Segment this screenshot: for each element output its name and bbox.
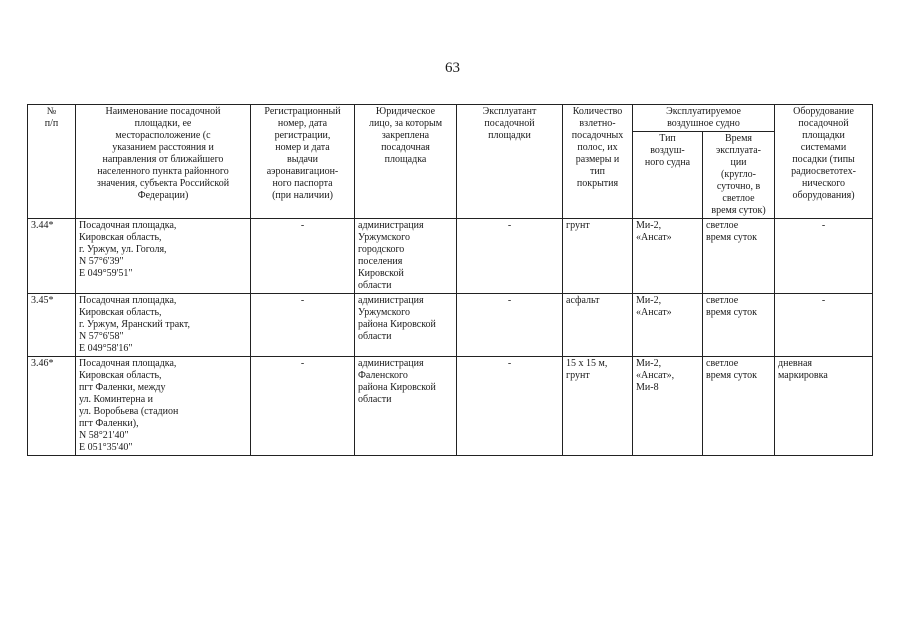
cell-operation-time bbox=[703, 219, 775, 294]
cell-text-line: п/п bbox=[44, 118, 59, 129]
cell-text-line: взлетно- bbox=[579, 118, 616, 129]
cell-text-line: - bbox=[507, 358, 512, 369]
cell-text-line: - bbox=[507, 220, 512, 231]
cell-text-line: асфальт bbox=[566, 295, 600, 306]
header-operation-time bbox=[703, 132, 775, 219]
cell-text-line: указанием расстояния и bbox=[112, 142, 214, 153]
cell-num bbox=[28, 357, 76, 456]
cell-text-line: грунт bbox=[566, 220, 590, 231]
cell-text-line: - bbox=[300, 295, 305, 306]
cell-text-line: района Кировской bbox=[358, 382, 436, 393]
cell-text-line: лицо, за которым bbox=[368, 118, 443, 129]
cell-text-line: ции bbox=[730, 157, 747, 168]
cell-text-line: N 58°21'40" bbox=[79, 430, 129, 441]
cell-text-line: № bbox=[46, 106, 57, 117]
cell-text-line: время суток bbox=[706, 232, 757, 243]
cell-text-line: E 051°35'40" bbox=[79, 442, 133, 453]
cell-text-line: пгт Фаленки), bbox=[79, 418, 139, 429]
cell-text-line: 3.45* bbox=[31, 295, 54, 306]
cell-text-line: площадки bbox=[488, 130, 531, 141]
cell-operator bbox=[457, 294, 563, 357]
cell-text-line: поселения bbox=[358, 256, 403, 267]
cell-equipment bbox=[775, 294, 873, 357]
cell-text-line: размеры и bbox=[575, 154, 620, 165]
cell-text-line: Посадочная площадка, bbox=[79, 358, 177, 369]
cell-text-line: воздуш- bbox=[650, 145, 685, 156]
cell-text-line: района Кировской bbox=[358, 319, 436, 330]
cell-registration bbox=[251, 219, 355, 294]
cell-aircraft-type bbox=[633, 294, 703, 357]
cell-operation-time bbox=[703, 357, 775, 456]
cell-text-line: направления от ближайшего bbox=[102, 154, 224, 165]
cell-text-line: Посадочная площадка, bbox=[79, 220, 177, 231]
cell-equipment bbox=[775, 219, 873, 294]
cell-text-line: радиосветотех- bbox=[791, 166, 856, 177]
cell-num bbox=[28, 219, 76, 294]
cell-text-line: светлое bbox=[706, 358, 739, 369]
header-runways bbox=[563, 105, 633, 219]
cell-text-line: г. Уржум, Яранский тракт, bbox=[79, 319, 191, 330]
cell-text-line: 15 х 15 м, bbox=[566, 358, 608, 369]
cell-text-line: аэронавигацион- bbox=[266, 166, 339, 177]
cell-text-line: закреплена bbox=[381, 130, 430, 141]
cell-text-line: - bbox=[821, 220, 826, 231]
cell-text-line: значения, субъекта Российской bbox=[96, 178, 230, 189]
cell-name bbox=[76, 219, 251, 294]
header-num bbox=[28, 105, 76, 219]
cell-text-line: 3.44* bbox=[31, 220, 54, 231]
cell-text-line: светлое bbox=[706, 295, 739, 306]
cell-text-line: светлое bbox=[706, 220, 739, 231]
cell-text-line: маркировка bbox=[778, 370, 828, 381]
cell-text-line: N 57°6'58" bbox=[79, 331, 124, 342]
cell-text-line: городского bbox=[358, 244, 405, 255]
table-row bbox=[28, 219, 873, 294]
cell-operator bbox=[457, 219, 563, 294]
cell-text-line: выдачи bbox=[287, 154, 318, 165]
cell-text-line: ул. Воробьева (стадион bbox=[79, 406, 179, 417]
cell-runways bbox=[563, 219, 633, 294]
cell-text-line: посадки (типы bbox=[792, 154, 855, 165]
cell-aircraft-type bbox=[633, 219, 703, 294]
cell-text-line: 3.46* bbox=[31, 358, 54, 369]
cell-text-line: - bbox=[300, 220, 305, 231]
cell-name bbox=[76, 294, 251, 357]
page-number: 63 bbox=[445, 60, 460, 76]
cell-text-line: ул. Коминтерна и bbox=[79, 394, 154, 405]
cell-text-line: Кировская область, bbox=[79, 370, 162, 381]
cell-text-line: E 049°58'16" bbox=[79, 343, 133, 354]
cell-registration bbox=[251, 357, 355, 456]
cell-runways bbox=[563, 294, 633, 357]
cell-text-line: номер и дата bbox=[275, 142, 330, 153]
cell-text-line: оборудования) bbox=[792, 190, 855, 201]
cell-text-line: светлое bbox=[722, 193, 755, 204]
cell-text-line: - bbox=[300, 358, 305, 369]
cell-equipment bbox=[775, 357, 873, 456]
cell-text-line: Кировская область, bbox=[79, 307, 162, 318]
cell-text-line: Федерации) bbox=[137, 190, 189, 201]
cell-text-line: E 049°59'51" bbox=[79, 268, 133, 279]
cell-text-line: Уржумского bbox=[358, 232, 410, 243]
cell-text-line: г. Уржум, ул. Гоголя, bbox=[79, 244, 167, 255]
cell-registration bbox=[251, 294, 355, 357]
cell-text-line: Уржумского bbox=[358, 307, 410, 318]
cell-text-line: ного судна bbox=[644, 157, 691, 168]
cell-text-line: номер, дата bbox=[277, 118, 328, 129]
cell-text-line: посадочных bbox=[571, 130, 624, 141]
cell-runways bbox=[563, 357, 633, 456]
cell-text-line: эксплуата- bbox=[716, 145, 761, 156]
header-aircraft-group bbox=[633, 105, 775, 132]
cell-text-line: Время bbox=[724, 133, 753, 144]
cell-text-line: населенного пункта районного bbox=[97, 166, 229, 177]
cell-text-line: администрация bbox=[358, 358, 424, 369]
cell-text-line: дневная bbox=[778, 358, 813, 369]
cell-text-line: полос, их bbox=[577, 142, 618, 153]
cell-text-line: ного паспорта bbox=[272, 178, 333, 189]
cell-legal-entity bbox=[355, 294, 457, 357]
cell-text-line: площадка bbox=[384, 154, 427, 165]
table-header-row bbox=[28, 105, 873, 132]
cell-text-line: администрация bbox=[358, 220, 424, 231]
landing-sites-table bbox=[27, 104, 873, 456]
header-registration bbox=[251, 105, 355, 219]
cell-text-line: Кировской bbox=[358, 268, 404, 279]
cell-text-line: Наименование посадочной bbox=[105, 106, 221, 117]
cell-text-line: Ми-2, bbox=[636, 220, 662, 231]
cell-text-line: системами bbox=[800, 142, 847, 153]
cell-legal-entity bbox=[355, 357, 457, 456]
cell-text-line: месторасположение (с bbox=[115, 130, 211, 141]
header-equipment bbox=[775, 105, 873, 219]
cell-text-line: Юридическое bbox=[375, 106, 436, 117]
header-name bbox=[76, 105, 251, 219]
cell-text-line: Тип bbox=[659, 133, 676, 144]
cell-text-line: время суток bbox=[706, 307, 757, 318]
cell-text-line: (при наличии) bbox=[272, 190, 333, 201]
cell-text-line: (кругло- bbox=[721, 169, 756, 180]
cell-text-line: «Ансат» bbox=[636, 232, 672, 243]
cell-text-line: нического bbox=[801, 178, 846, 189]
cell-text-line: Фаленского bbox=[358, 370, 408, 381]
cell-text-line: посадочная bbox=[381, 142, 430, 153]
cell-text-line: области bbox=[358, 331, 392, 342]
cell-text-line: N 57°6'39" bbox=[79, 256, 124, 267]
table-row bbox=[28, 357, 873, 456]
cell-text-line: Посадочная площадка, bbox=[79, 295, 177, 306]
cell-num bbox=[28, 294, 76, 357]
cell-text-line: время суток) bbox=[711, 205, 766, 216]
cell-text-line: - bbox=[507, 295, 512, 306]
cell-text-line: площадки, ее bbox=[134, 118, 192, 129]
header-operator bbox=[457, 105, 563, 219]
cell-text-line: Ми-2, bbox=[636, 295, 662, 306]
cell-text-line: - bbox=[821, 295, 826, 306]
cell-text-line: время суток bbox=[706, 370, 757, 381]
cell-text-line: Ми-2, bbox=[636, 358, 662, 369]
cell-text-line: воздушное судно bbox=[667, 118, 740, 129]
cell-text-line: области bbox=[358, 394, 392, 405]
cell-text-line: грунт bbox=[566, 370, 590, 381]
cell-text-line: тип bbox=[589, 166, 606, 177]
cell-name bbox=[76, 357, 251, 456]
cell-text-line: «Ансат», bbox=[636, 370, 675, 381]
cell-text-line: Количество bbox=[572, 106, 623, 117]
cell-legal-entity bbox=[355, 219, 457, 294]
cell-operator bbox=[457, 357, 563, 456]
cell-text-line: регистрации, bbox=[274, 130, 331, 141]
table-row bbox=[28, 294, 873, 357]
cell-text-line: Кировская область, bbox=[79, 232, 162, 243]
cell-text-line: «Ансат» bbox=[636, 307, 672, 318]
cell-text-line: области bbox=[358, 280, 392, 291]
cell-text-line: Эксплуатируемое bbox=[666, 106, 741, 117]
cell-text-line: пгт Фаленки, между bbox=[79, 382, 166, 393]
cell-text-line: покрытия bbox=[576, 178, 619, 189]
cell-text-line: Оборудование bbox=[793, 106, 854, 117]
cell-text-line: администрация bbox=[358, 295, 424, 306]
cell-text-line: Ми-8 bbox=[636, 382, 659, 393]
cell-text-line: площадки bbox=[802, 130, 845, 141]
cell-text-line: посадочной bbox=[798, 118, 849, 129]
cell-operation-time bbox=[703, 294, 775, 357]
cell-text-line: суточно, в bbox=[716, 181, 761, 192]
header-aircraft-type bbox=[633, 132, 703, 219]
cell-text-line: Эксплуатант bbox=[482, 106, 537, 117]
cell-aircraft-type bbox=[633, 357, 703, 456]
header-legal-entity bbox=[355, 105, 457, 219]
cell-text-line: посадочной bbox=[484, 118, 535, 129]
cell-text-line: Регистрационный bbox=[264, 106, 341, 117]
